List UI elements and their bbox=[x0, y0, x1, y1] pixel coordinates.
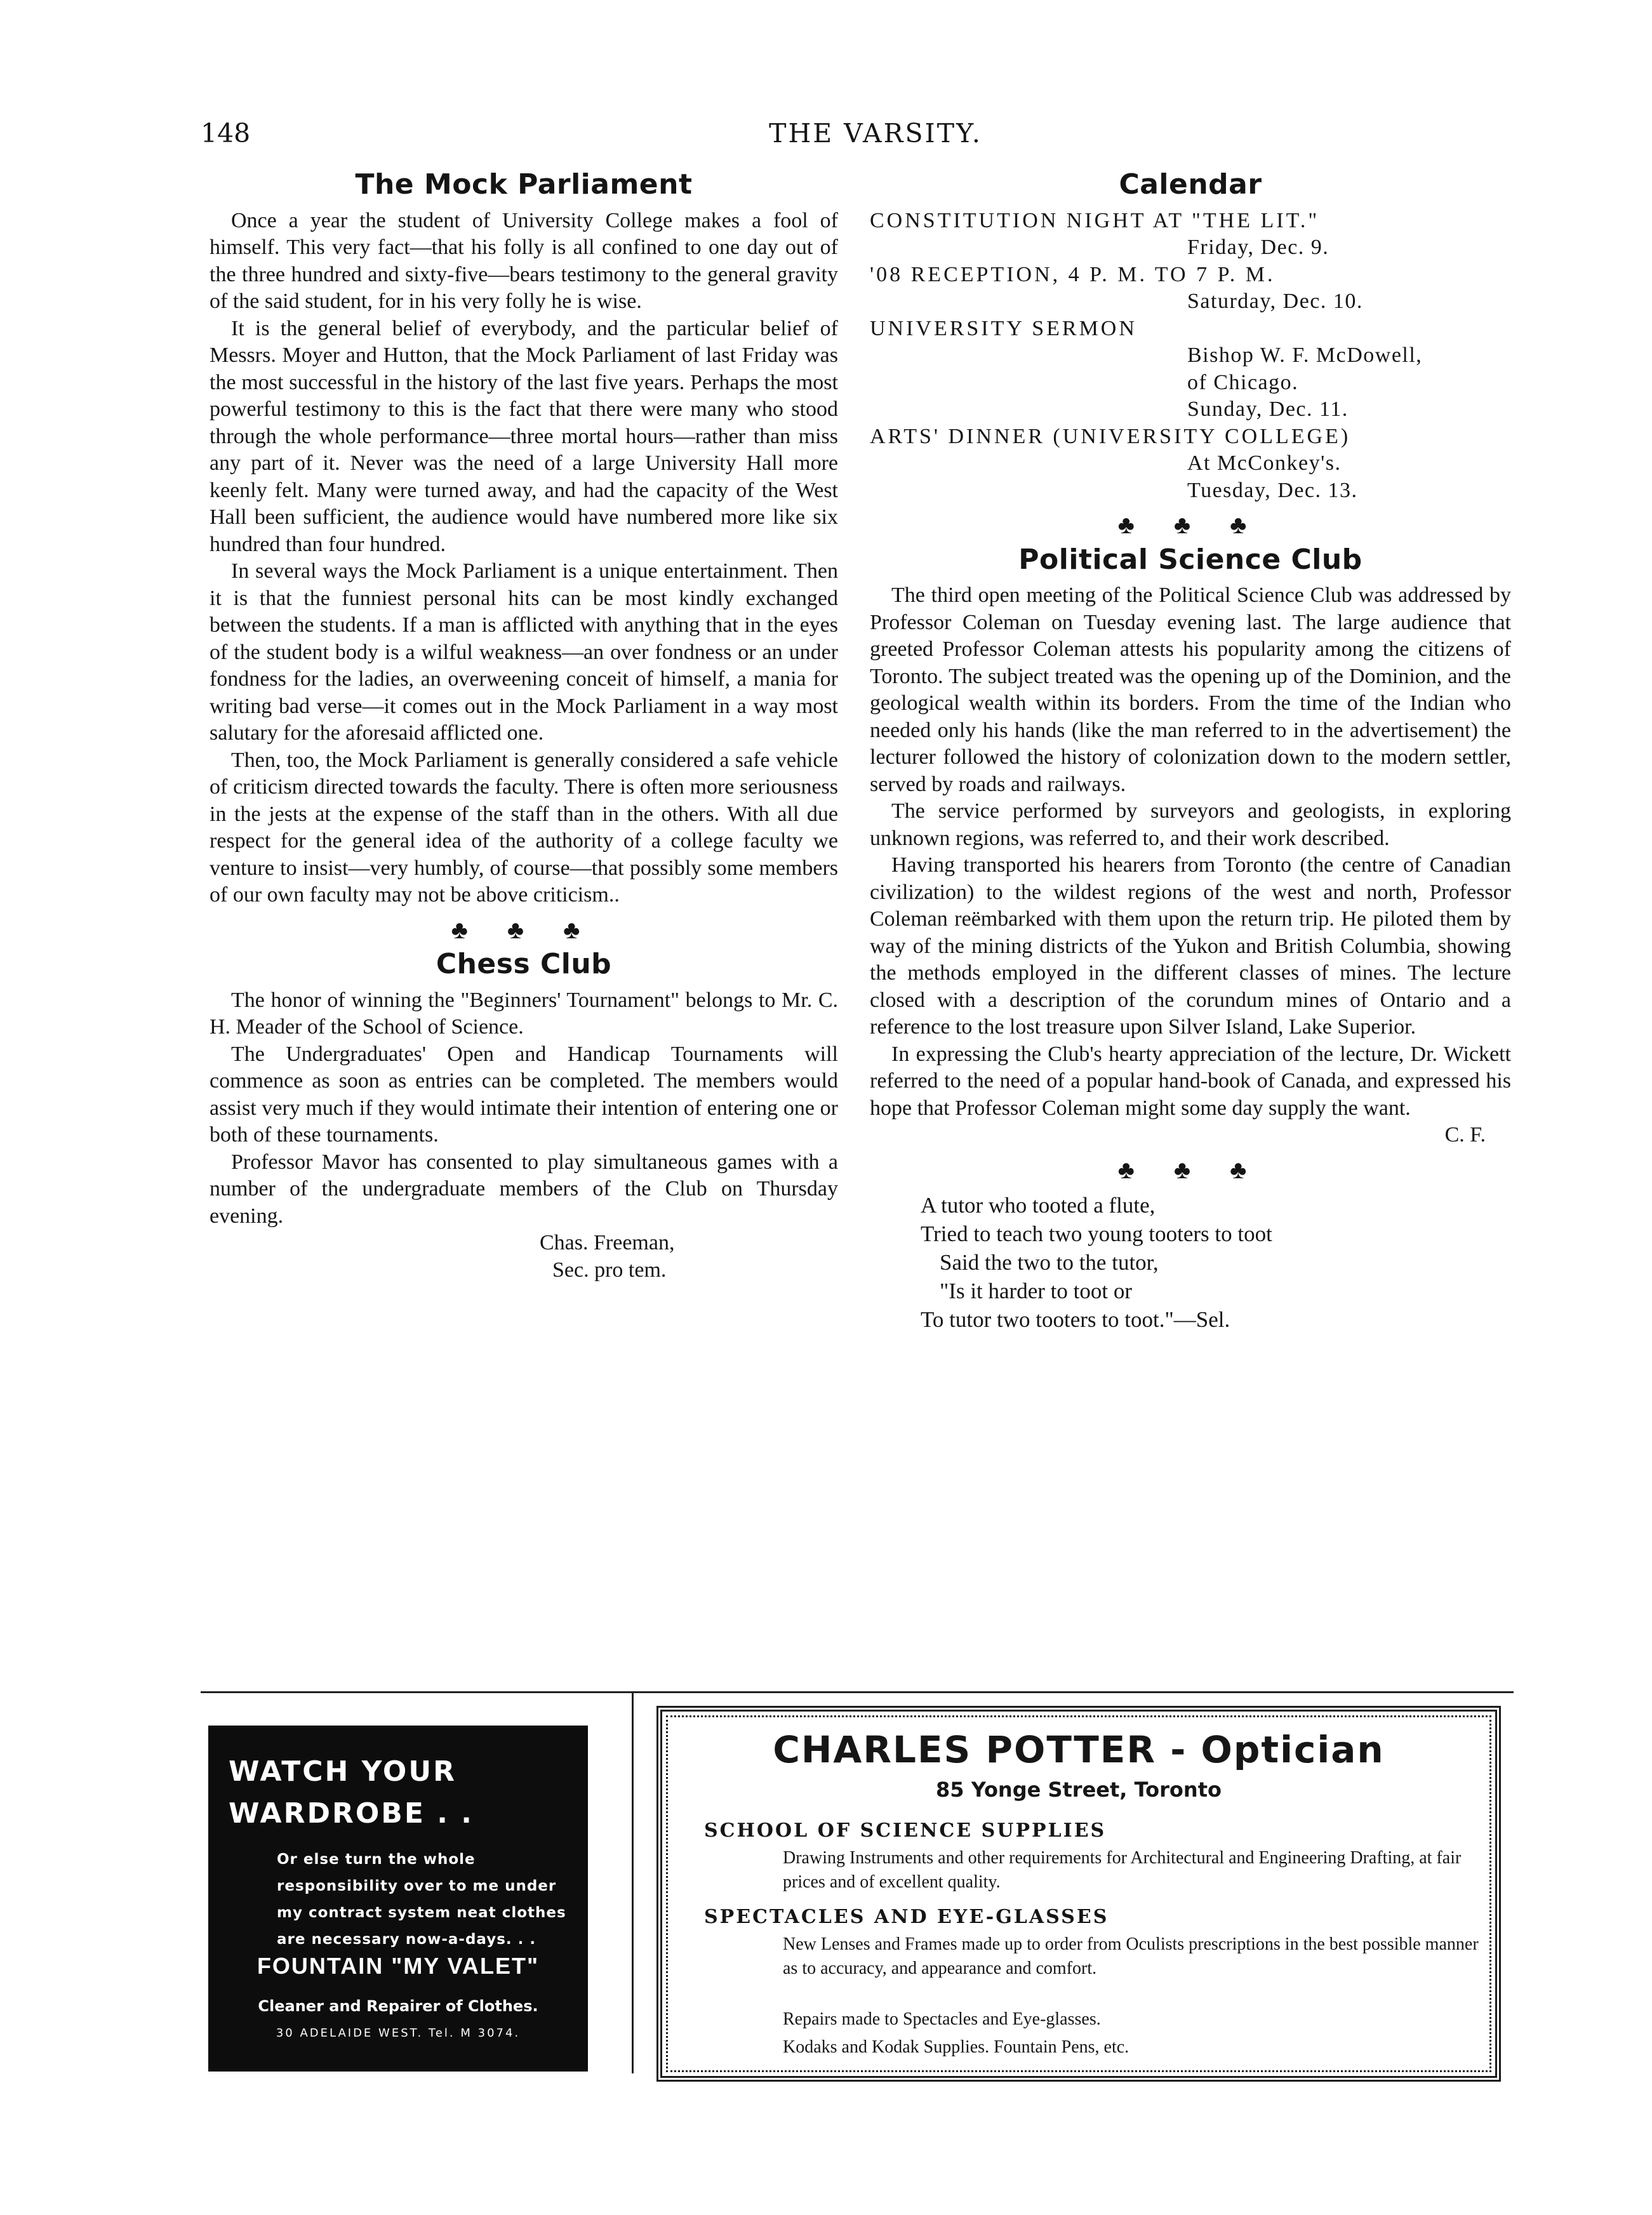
calendar-section bbox=[870, 168, 1511, 504]
article-paragraph: In several ways the Mock Parliament is a unique entertainment. Then it is that the funniest personal hits can be most kindly exchanged between the students. If a man is afflicted with anything that in the eyes of the student body is a wilful weakness—an over fondness or an under fondness for the ladies, an overweening conceit of himself, a mania for writing bad verse—it comes out in the Mock Parliament in a way most salutary for the aforesaid afflicted one. bbox=[210, 559, 838, 745]
article-paragraph: The service performed by surveyors and geologists, in exploring unknown regions, was referred to, and their work described. bbox=[870, 799, 1511, 850]
chess-club-article bbox=[210, 948, 838, 1284]
optician-advertisement bbox=[656, 1706, 1501, 2082]
optician-text: Drawing Instruments and other requirements for Architectural and Engineering Drafting, at fair prices and of excellent quality. bbox=[783, 1848, 1462, 1892]
poem-line: Tried to teach two young tooters to toot bbox=[921, 1221, 1272, 1246]
club-ornament-divider: ♣ ♣ ♣ bbox=[451, 915, 597, 944]
article-paragraph: Then, too, the Mock Parliament is generally considered a safe vehicle of criticism directed towards the faculty. There is often more seriousness in the jests at the expense of the staff than in the others. With all due respect for the general idea of the authority of a college faculty we venture to insist—very humbly, of course—that possibly some members of our own faculty may not be above criticism.. bbox=[210, 748, 838, 907]
calendar-detail: Bishop W. F. McDowell, bbox=[1187, 343, 1423, 367]
optician-text: Kodaks and Kodak Supplies. Fountain Pens, etc. bbox=[783, 2037, 1129, 2057]
signature-title: Sec. pro tem. bbox=[552, 1258, 667, 1282]
club-ornament-divider: ♣ ♣ ♣ bbox=[1117, 1155, 1263, 1184]
calendar-detail: Tuesday, Dec. 13. bbox=[1187, 478, 1358, 502]
calendar-detail: At McConkey's. bbox=[1187, 451, 1342, 475]
valet-body-text: Or else turn the whole responsibility over to me under my contract system neat clothes are necessary now-a-days. . . bbox=[277, 1851, 566, 1948]
calendar-detail: Saturday, Dec. 10. bbox=[1187, 289, 1363, 313]
article-paragraph: Having transported his hearers from Toronto (the centre of Canadian civilization) to the wildest regions of the west and north, Professor Coleman reëmbarked with them upon the return trip. He piloted them by way of the mining districts of the Yukon and British Columbia, showing the methods employed in the different classes of mines. The lecture closed with a description of the corundum mines of Ontario and a reference to the lost treasure upon Silver Island, Lake Superior. bbox=[870, 853, 1511, 1039]
calendar-event: '08 RECEPTION, 4 P. M. TO 7 P. M. bbox=[870, 262, 1276, 286]
running-head bbox=[201, 118, 1550, 156]
advertisement-vertical-rule bbox=[632, 1693, 634, 2073]
poem-line: To tutor two tooters to toot."—Sel. bbox=[921, 1307, 1230, 1332]
optician-heading: SCHOOL OF SCIENCE SUPPLIES bbox=[704, 1819, 1107, 1842]
valet-headline-line: WARDROBE . . bbox=[229, 1797, 474, 1830]
valet-headline bbox=[229, 1751, 474, 1835]
left-column bbox=[210, 168, 838, 1284]
article-title: The Mock Parliament bbox=[355, 168, 693, 201]
limerick-poem bbox=[921, 1191, 1511, 1334]
page-number: 148 bbox=[201, 118, 251, 149]
article-title: Calendar bbox=[1119, 168, 1262, 201]
poem-line: Said the two to the tutor, bbox=[940, 1250, 1159, 1275]
signature-initials: C. F. bbox=[1444, 1123, 1486, 1147]
calendar-event: UNIVERSITY SERMON bbox=[870, 316, 1137, 340]
poem-line: A tutor who tooted a flute, bbox=[921, 1193, 1156, 1218]
poem-line: "Is it harder to toot or bbox=[940, 1279, 1132, 1303]
valet-address: 30 ADELAIDE WEST. Tel. M 3074. bbox=[276, 2026, 521, 2040]
calendar-event: CONSTITUTION NIGHT AT "THE LIT." bbox=[870, 208, 1320, 232]
calendar-detail: of Chicago. bbox=[1187, 370, 1299, 394]
valet-advertisement bbox=[208, 1726, 588, 2072]
calendar-event: ARTS' DINNER (UNIVERSITY COLLEGE) bbox=[870, 424, 1351, 448]
valet-brand-name: FOUNTAIN "MY VALET" bbox=[256, 1953, 540, 1979]
article-paragraph: In expressing the Club's hearty appreciation of the lecture, Dr. Wickett referred to the need of a popular hand-book of Canada, and expressed his hope that Professor Coleman might some day supply the want. bbox=[870, 1042, 1511, 1120]
mock-parliament-article bbox=[210, 168, 838, 909]
article-title: Chess Club bbox=[436, 948, 612, 980]
article-paragraph: The Undergraduates' Open and Handicap Tournaments will commence as soon as entries can be completed. The members would assist very much if they would intimate their intention of entering one or both of these tournaments. bbox=[210, 1042, 838, 1147]
optician-address: 85 Yonge Street, Toronto bbox=[936, 1778, 1222, 1802]
valet-tagline: Cleaner and Repairer of Clothes. bbox=[258, 1997, 538, 2015]
right-column bbox=[870, 168, 1511, 1334]
signature-name: Chas. Freeman, bbox=[540, 1231, 675, 1254]
article-paragraph: The third open meeting of the Political Science Club was addressed by Professor Coleman on Tuesday evening last. The large audience that greeted Professor Coleman attests his popularity among the citizens of Toronto. The subject treated was the opening up of the Dominion, and the geological wealth within its borders. From the time of the Indian who needed only his hands (like the man referred to in the advertisement) the lecturer followed the history of colonization down to the modern settler, served by roads and railways. bbox=[870, 583, 1511, 796]
advertisement-separator-rule bbox=[201, 1691, 1514, 1693]
calendar-detail: Friday, Dec. 9. bbox=[1187, 236, 1329, 259]
article-paragraph: The honor of winning the "Beginners' Tournament" belongs to Mr. C. H. Meader of the School of Science. bbox=[210, 988, 838, 1039]
optician-name: CHARLES POTTER - Optician bbox=[773, 1728, 1385, 1771]
club-ornament-divider: ♣ ♣ ♣ bbox=[1117, 510, 1263, 539]
valet-headline-line: WATCH YOUR bbox=[229, 1755, 456, 1788]
journal-title: THE VARSITY. bbox=[769, 118, 982, 149]
optician-text: New Lenses and Frames made up to order from Oculists prescriptions in the best possible manner as to accuracy, and appearance and comfort. bbox=[783, 1934, 1479, 1978]
article-paragraph: Professor Mavor has consented to play simultaneous games with a number of the undergraduate members of the Club on Thursday evening. bbox=[210, 1150, 838, 1228]
article-paragraph: It is the general belief of everybody, and the particular belief of Messrs. Moyer and Hutton, that the Mock Parliament of last Friday was the most successful in the history of the last five years. Perhaps the most powerful testimony to this is the fact that there were many who stood through the whole performance—three mortal hours—rather than miss any part of it. Never was the need of a large University Hall more keenly felt. Many were turned away, and had the capacity of the West Hall been sufficient, the audience would have numbered more like six hundred than four hundred. bbox=[210, 316, 838, 556]
political-science-article bbox=[870, 543, 1511, 1149]
optician-text: Repairs made to Spectacles and Eye-glasses. bbox=[783, 2009, 1101, 2029]
calendar-detail: Sunday, Dec. 11. bbox=[1187, 397, 1349, 421]
article-paragraph: Once a year the student of University College makes a fool of himself. This very fact—that his folly is all confined to one day out of the three hundred and sixty-five—bears testimony to the general gravity of the said student, for in his very folly he is wise. bbox=[210, 208, 838, 313]
optician-heading: SPECTACLES AND EYE-GLASSES bbox=[704, 1906, 1109, 1928]
article-title: Political Science Club bbox=[1018, 543, 1362, 576]
